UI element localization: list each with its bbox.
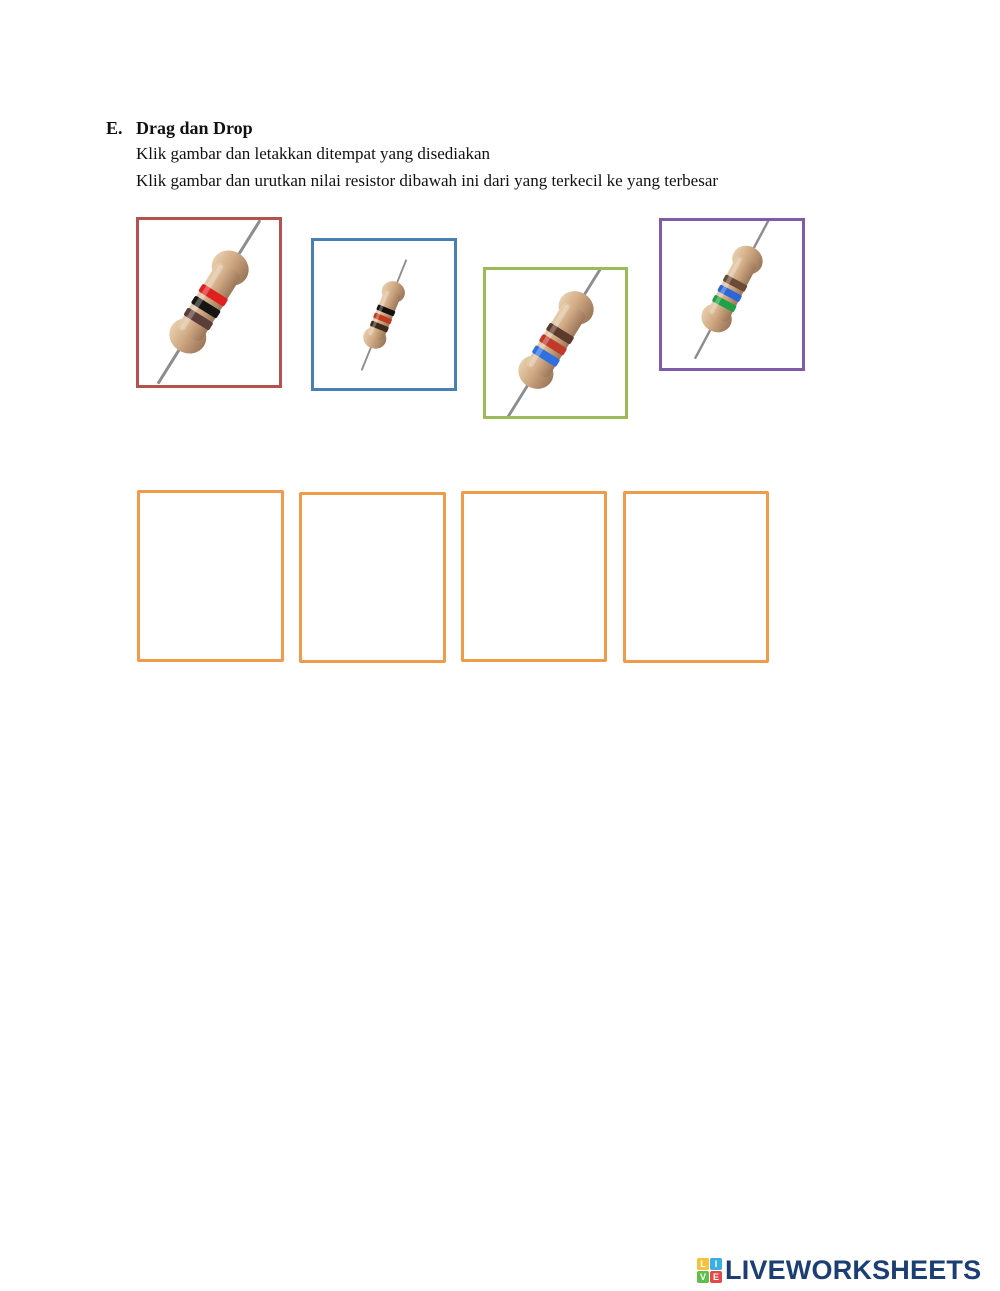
brand-name: LIVEWORKSHEETS bbox=[725, 1254, 982, 1285]
liveworksheets-logo[interactable] bbox=[697, 1256, 981, 1284]
resistor-image bbox=[662, 221, 802, 368]
resistor-card-4[interactable] bbox=[659, 218, 805, 371]
logo-letter: E bbox=[710, 1271, 722, 1283]
drop-zone-1[interactable] bbox=[137, 490, 284, 662]
logo-icon bbox=[697, 1258, 722, 1283]
resistor-image bbox=[486, 270, 625, 416]
resistor-image bbox=[139, 220, 279, 385]
resistor-card-1[interactable] bbox=[136, 217, 282, 388]
section-letter: E. bbox=[106, 118, 123, 138]
resistor-card-2[interactable] bbox=[311, 238, 457, 391]
section-title: Drag dan Drop bbox=[136, 118, 253, 138]
drop-zone-4[interactable] bbox=[623, 491, 769, 663]
resistor-image bbox=[314, 241, 454, 388]
section-heading bbox=[106, 118, 253, 139]
logo-letter: L bbox=[697, 1258, 709, 1270]
instruction-text-1: Klik gambar dan letakkan ditempat yang disediakan bbox=[136, 144, 491, 163]
resistor-card-3[interactable] bbox=[483, 267, 628, 419]
logo-letter: I bbox=[710, 1258, 722, 1270]
instruction-text-2: Klik gambar dan urutkan nilai resistor dibawah ini dari yang terkecil ke yang terbesar bbox=[136, 171, 719, 190]
drop-zone-3[interactable] bbox=[461, 491, 607, 662]
logo-letter: V bbox=[697, 1271, 709, 1283]
drop-zone-2[interactable] bbox=[299, 492, 446, 663]
